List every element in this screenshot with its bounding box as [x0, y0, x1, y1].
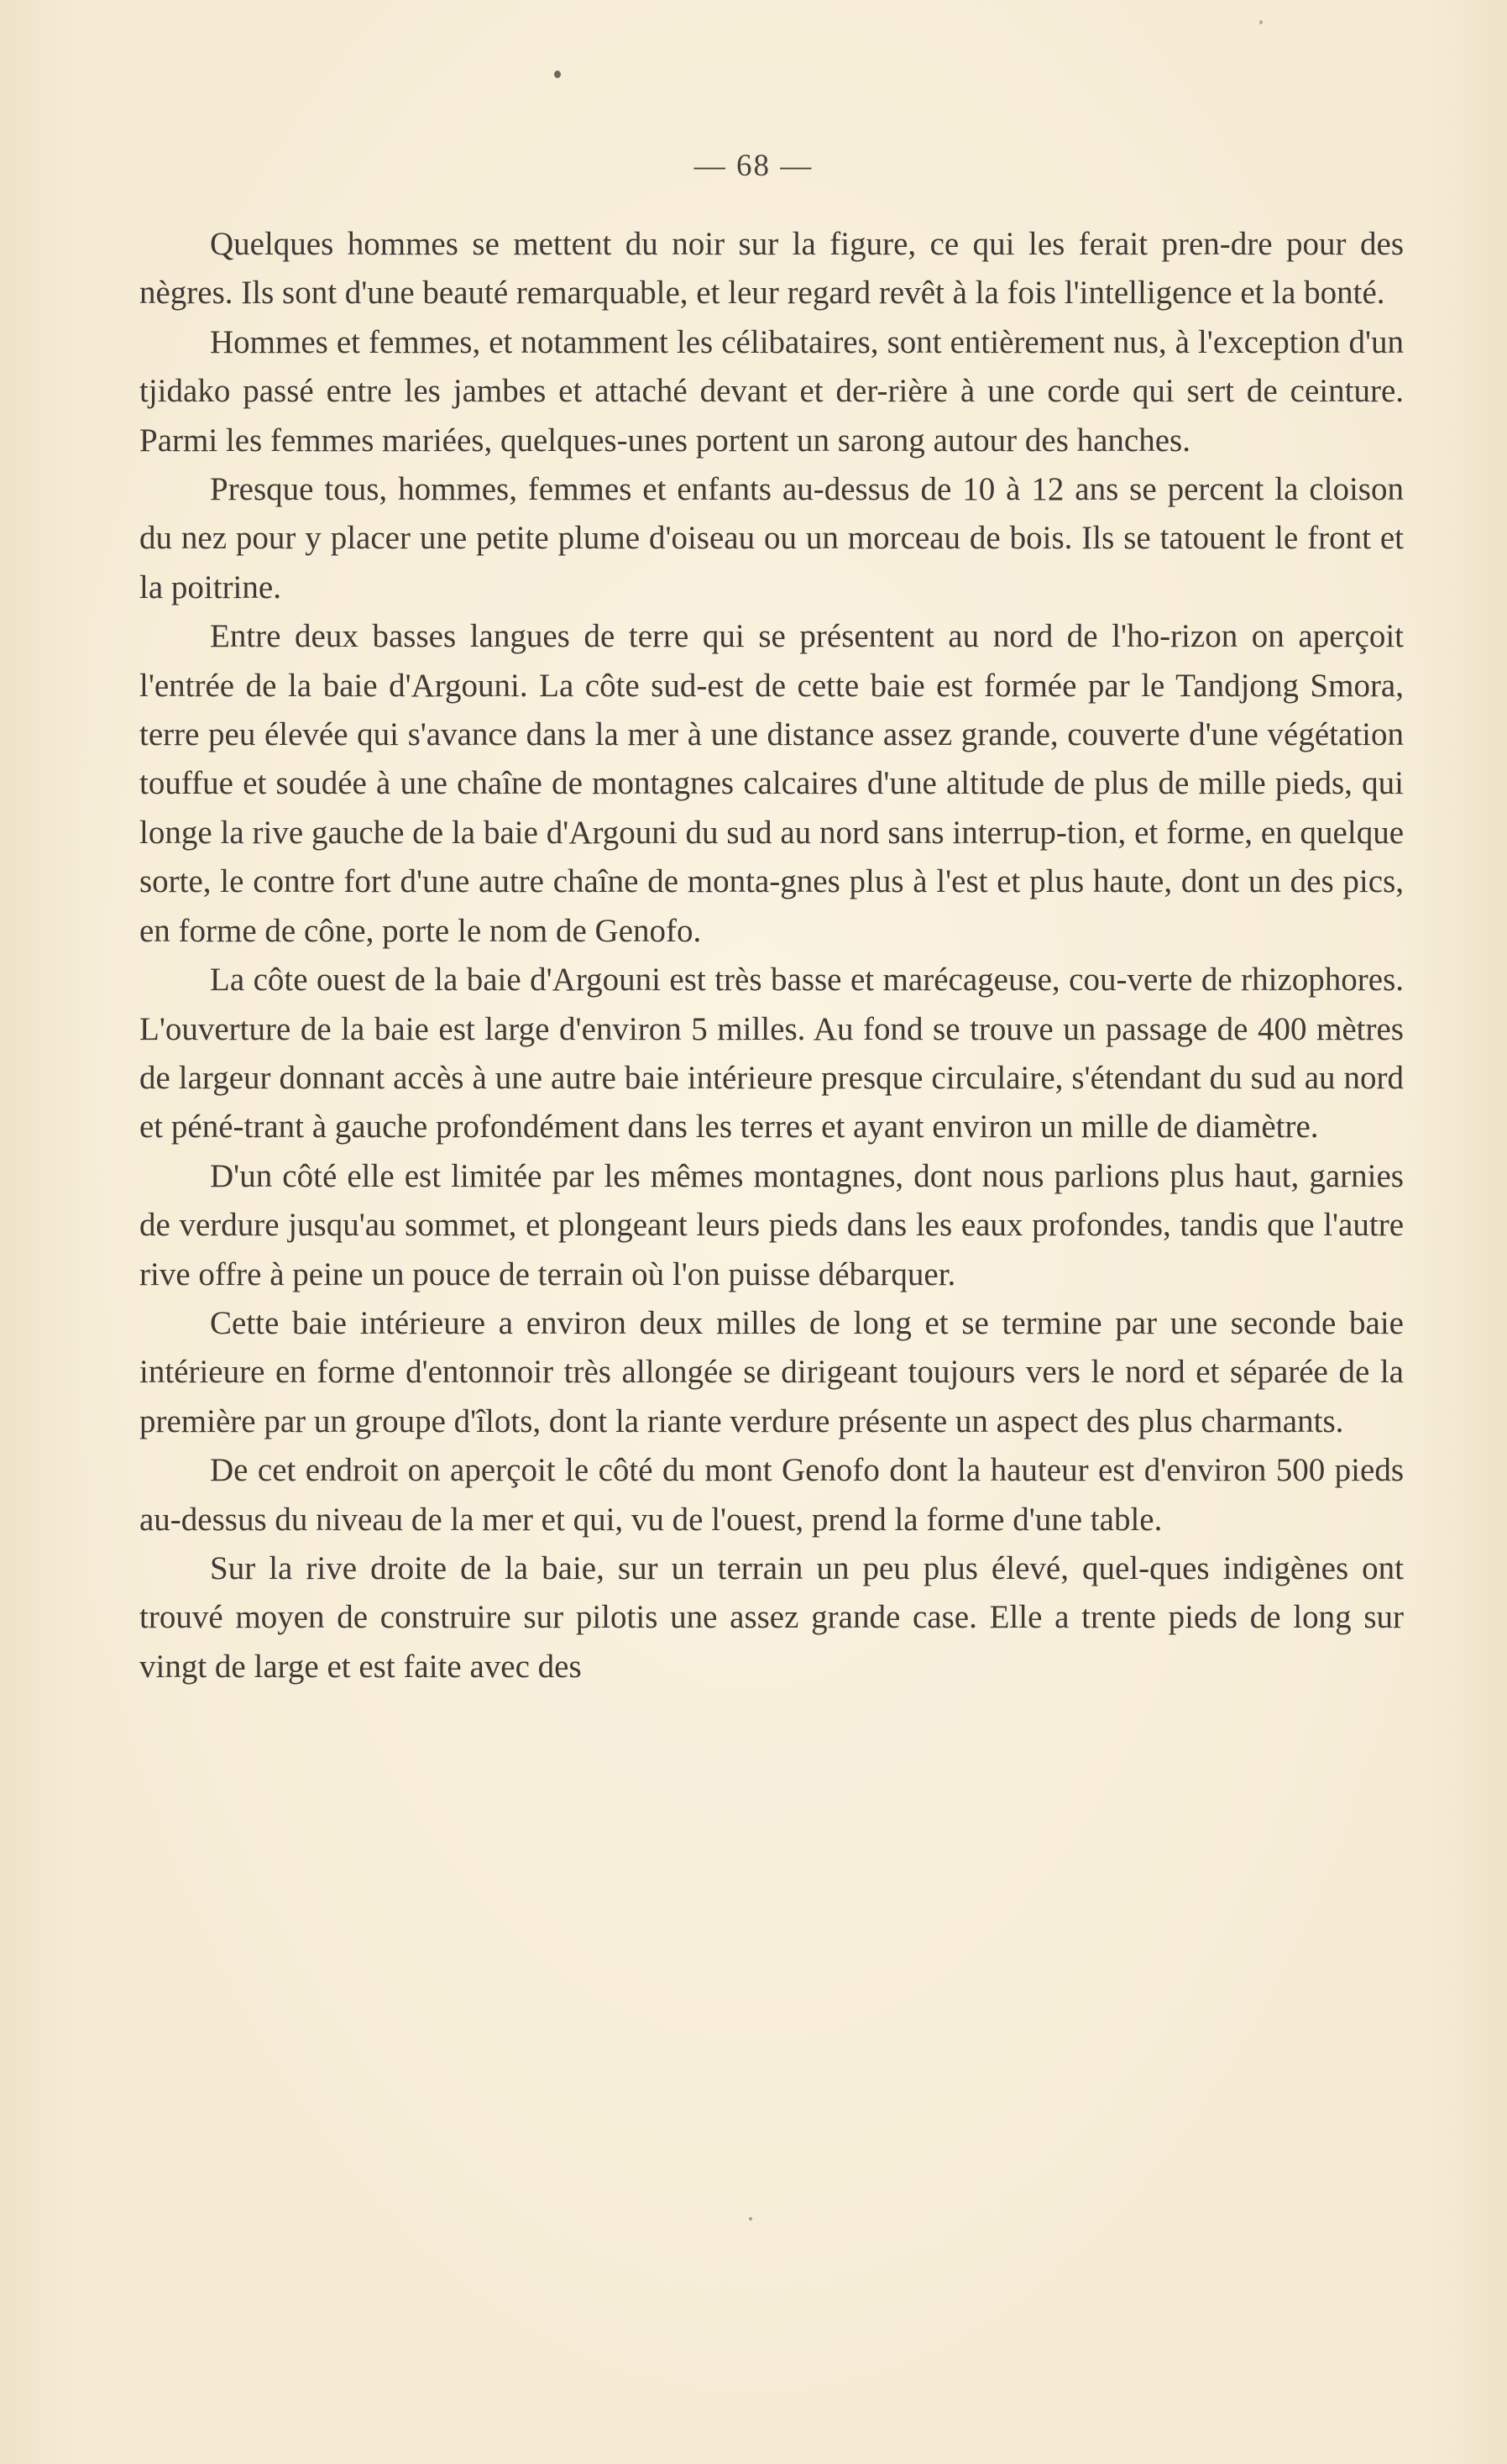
- paragraph: Quelques hommes se mettent du noir sur la figure, ce qui les ferait pren-dre pour des nègres. Ils sont d'une beauté remarquable, et leur regard revêt à la fois l'intelligence et la bonté.: [139, 226, 1404, 312]
- paragraph: Hommes et femmes, et notamment les célibataires, sont entièrement nus, à l'exception d'un tjidako passé entre les jambes et attaché devant et der-rière à une corde qui sert de ceinture. Parmi les femmes mariées, quelques-unes portent un sarong autour des hanches.: [139, 323, 1404, 459]
- paragraph: D'un côté elle est limitée par les mêmes montagnes, dont nous parlions plus haut, garnies de verdure jusqu'au sommet, et plongeant leurs pieds dans les eaux profondes, tandis que l'autre rive offre à peine un pouce de terrain où l'on puisse débarquer.: [139, 1157, 1404, 1292]
- paragraph: Sur la rive droite de la baie, sur un terrain un peu plus élevé, quel-ques indigènes ont trouvé moyen de construire sur pilotis une assez grande case. Elle a trente pieds de long sur vingt de large et est faite avec des: [139, 1549, 1404, 1685]
- paragraph: Presque tous, hommes, femmes et enfants au-dessus de 10 à 12 ans se percent la cloison du nez pour y placer une petite plume d'oiseau ou un morceau de bois. Ils se tatouent le front et la poitrine.: [139, 471, 1404, 606]
- page-number: — 68 —: [693, 149, 814, 183]
- page-body-text: [139, 220, 1404, 1691]
- paragraph: Cette baie intérieure a environ deux milles de long et se termine par une seconde baie intérieure en forme d'entonnoir très allongée se dirigeant toujours vers le nord et séparée de la première par un groupe d'îlots, dont la riante verdure présente un aspect des plus charmants.: [139, 1304, 1404, 1439]
- paragraph: La côte ouest de la baie d'Argouni est très basse et marécageuse, cou-verte de rhizophores. L'ouverture de la baie est large d'environ 5 milles. Au fond se trouve un passage de 400 mètres de largeur donnant accès à une autre baie intérieure presque circulaire, s'étendant du sud au nord et péné-trant à gauche profondément dans les terres et ayant environ un mille de diamètre.: [139, 962, 1404, 1145]
- ink-speck: [1259, 20, 1263, 24]
- paragraph: De cet endroit on aperçoit le côté du mont Genofo dont la hauteur est d'environ 500 pieds au-dessus du niveau de la mer et qui, vu de l'ouest, prend la forme d'une table.: [139, 1452, 1404, 1538]
- paragraph: Entre deux basses langues de terre qui se présentent au nord de l'ho-rizon on aperçoit l'entrée de la baie d'Argouni. La côte sud-est de cette baie est formée par le Tandjong Smora, terre peu élevée qui s'avance dans la mer à une distance assez grande, couverte d'une végétation touffue et soudée à une chaîne de montagnes calcaires d'une altitude de plus de mille pieds, qui longe la rive gauche de la baie d'Argouni du sud au nord sans interrup-tion, et forme, en quelque sorte, le contre fort d'une autre chaîne de monta-gnes plus à l'est et plus haute, dont un des pics, en forme de cône, porte le nom de Genofo.: [139, 618, 1404, 949]
- ink-speck: [749, 2217, 752, 2220]
- ink-speck: [554, 71, 561, 78]
